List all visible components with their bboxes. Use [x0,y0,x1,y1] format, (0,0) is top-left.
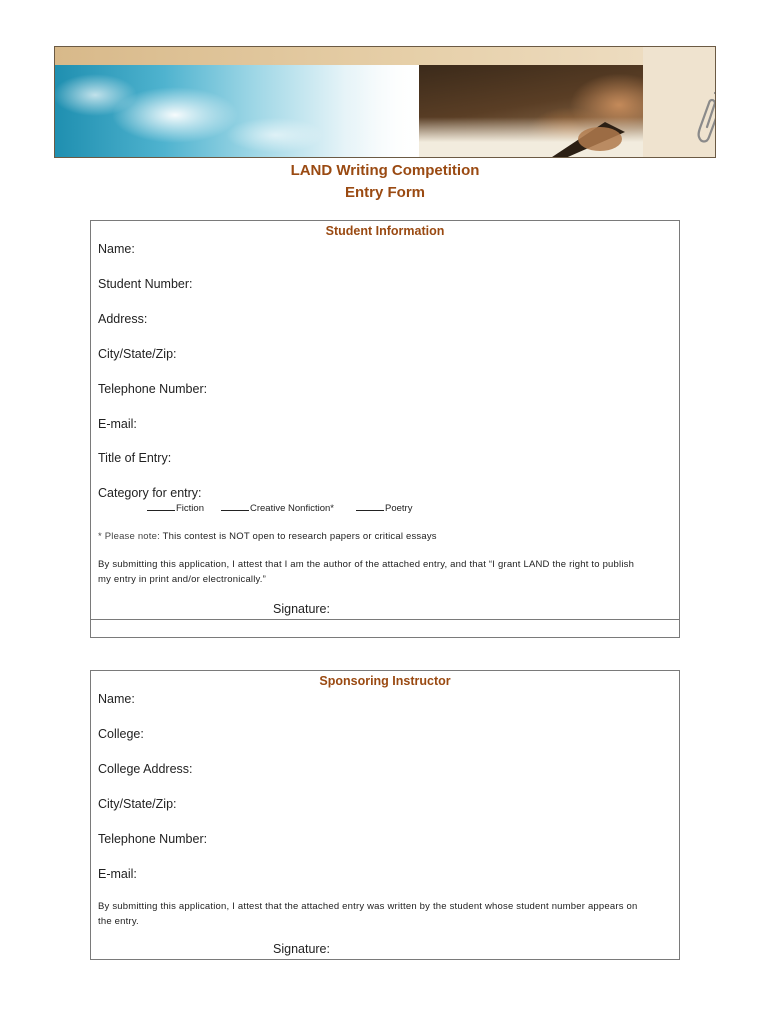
creative-nonfiction-label: Creative Nonfiction* [250,503,334,514]
poetry-label: Poetry [385,503,413,514]
header-banner [54,46,716,158]
category-fiction-option[interactable] [147,503,204,514]
student-attest-line-2: my entry in print and/or electronically.” [98,574,267,585]
student-information-heading: Student Information [325,224,445,238]
paperclip-icon [695,87,716,147]
instructor-telephone-field[interactable]: Telephone Number: [98,832,208,846]
student-telephone-field[interactable]: Telephone Number: [98,382,208,396]
student-attest-line-1: By submitting this application, I attest that I am the author of the attached entry, and that “I grant LAND the right to publish [98,559,635,570]
student-signature-label: Signature: [273,602,330,616]
fiction-blank[interactable] [147,510,175,511]
instructor-attest-line-1: By submitting this application, I attest that the attached entry was written by the student whose student number appears on [98,901,638,912]
creative-nonfiction-blank[interactable] [221,510,249,511]
note-text: This contest is NOT open to research papers or critical essays [162,531,437,542]
fiction-label: Fiction [176,503,204,514]
sponsoring-instructor-heading: Sponsoring Instructor [319,674,451,688]
student-information-section [90,220,680,638]
instructor-signature-label[interactable]: Signature: [273,942,330,956]
instructor-college-field[interactable]: College: [98,727,144,741]
note-line [98,531,437,542]
student-number-field[interactable]: Student Number: [98,277,193,291]
category-creative-nonfiction-option[interactable] [221,503,334,514]
entry-title-field[interactable]: Title of Entry: [98,451,172,465]
instructor-college-address-field[interactable]: College Address: [98,762,193,776]
fountain-pen-icon [485,117,635,158]
banner-strip [55,47,643,65]
student-city-state-zip-field[interactable]: City/State/Zip: [98,347,177,361]
student-email-field[interactable]: E-mail: [98,417,137,431]
instructor-attest-line-2: the entry. [98,916,139,927]
form-subtitle: Entry Form [344,184,425,201]
student-signature-row[interactable] [91,619,679,639]
category-label: Category for entry: [98,486,202,500]
poetry-blank[interactable] [356,510,384,511]
student-name-field[interactable]: Name: [98,242,135,256]
banner-fade [355,65,419,158]
category-poetry-option[interactable] [356,503,412,514]
instructor-email-field[interactable]: E-mail: [98,867,137,881]
note-prefix: * Please note: [98,531,160,542]
instructor-city-state-zip-field[interactable]: City/State/Zip: [98,797,177,811]
form-title: LAND Writing Competition [290,162,480,179]
sponsoring-instructor-section [90,670,680,960]
instructor-name-field[interactable]: Name: [98,692,135,706]
student-address-field[interactable]: Address: [98,312,148,326]
